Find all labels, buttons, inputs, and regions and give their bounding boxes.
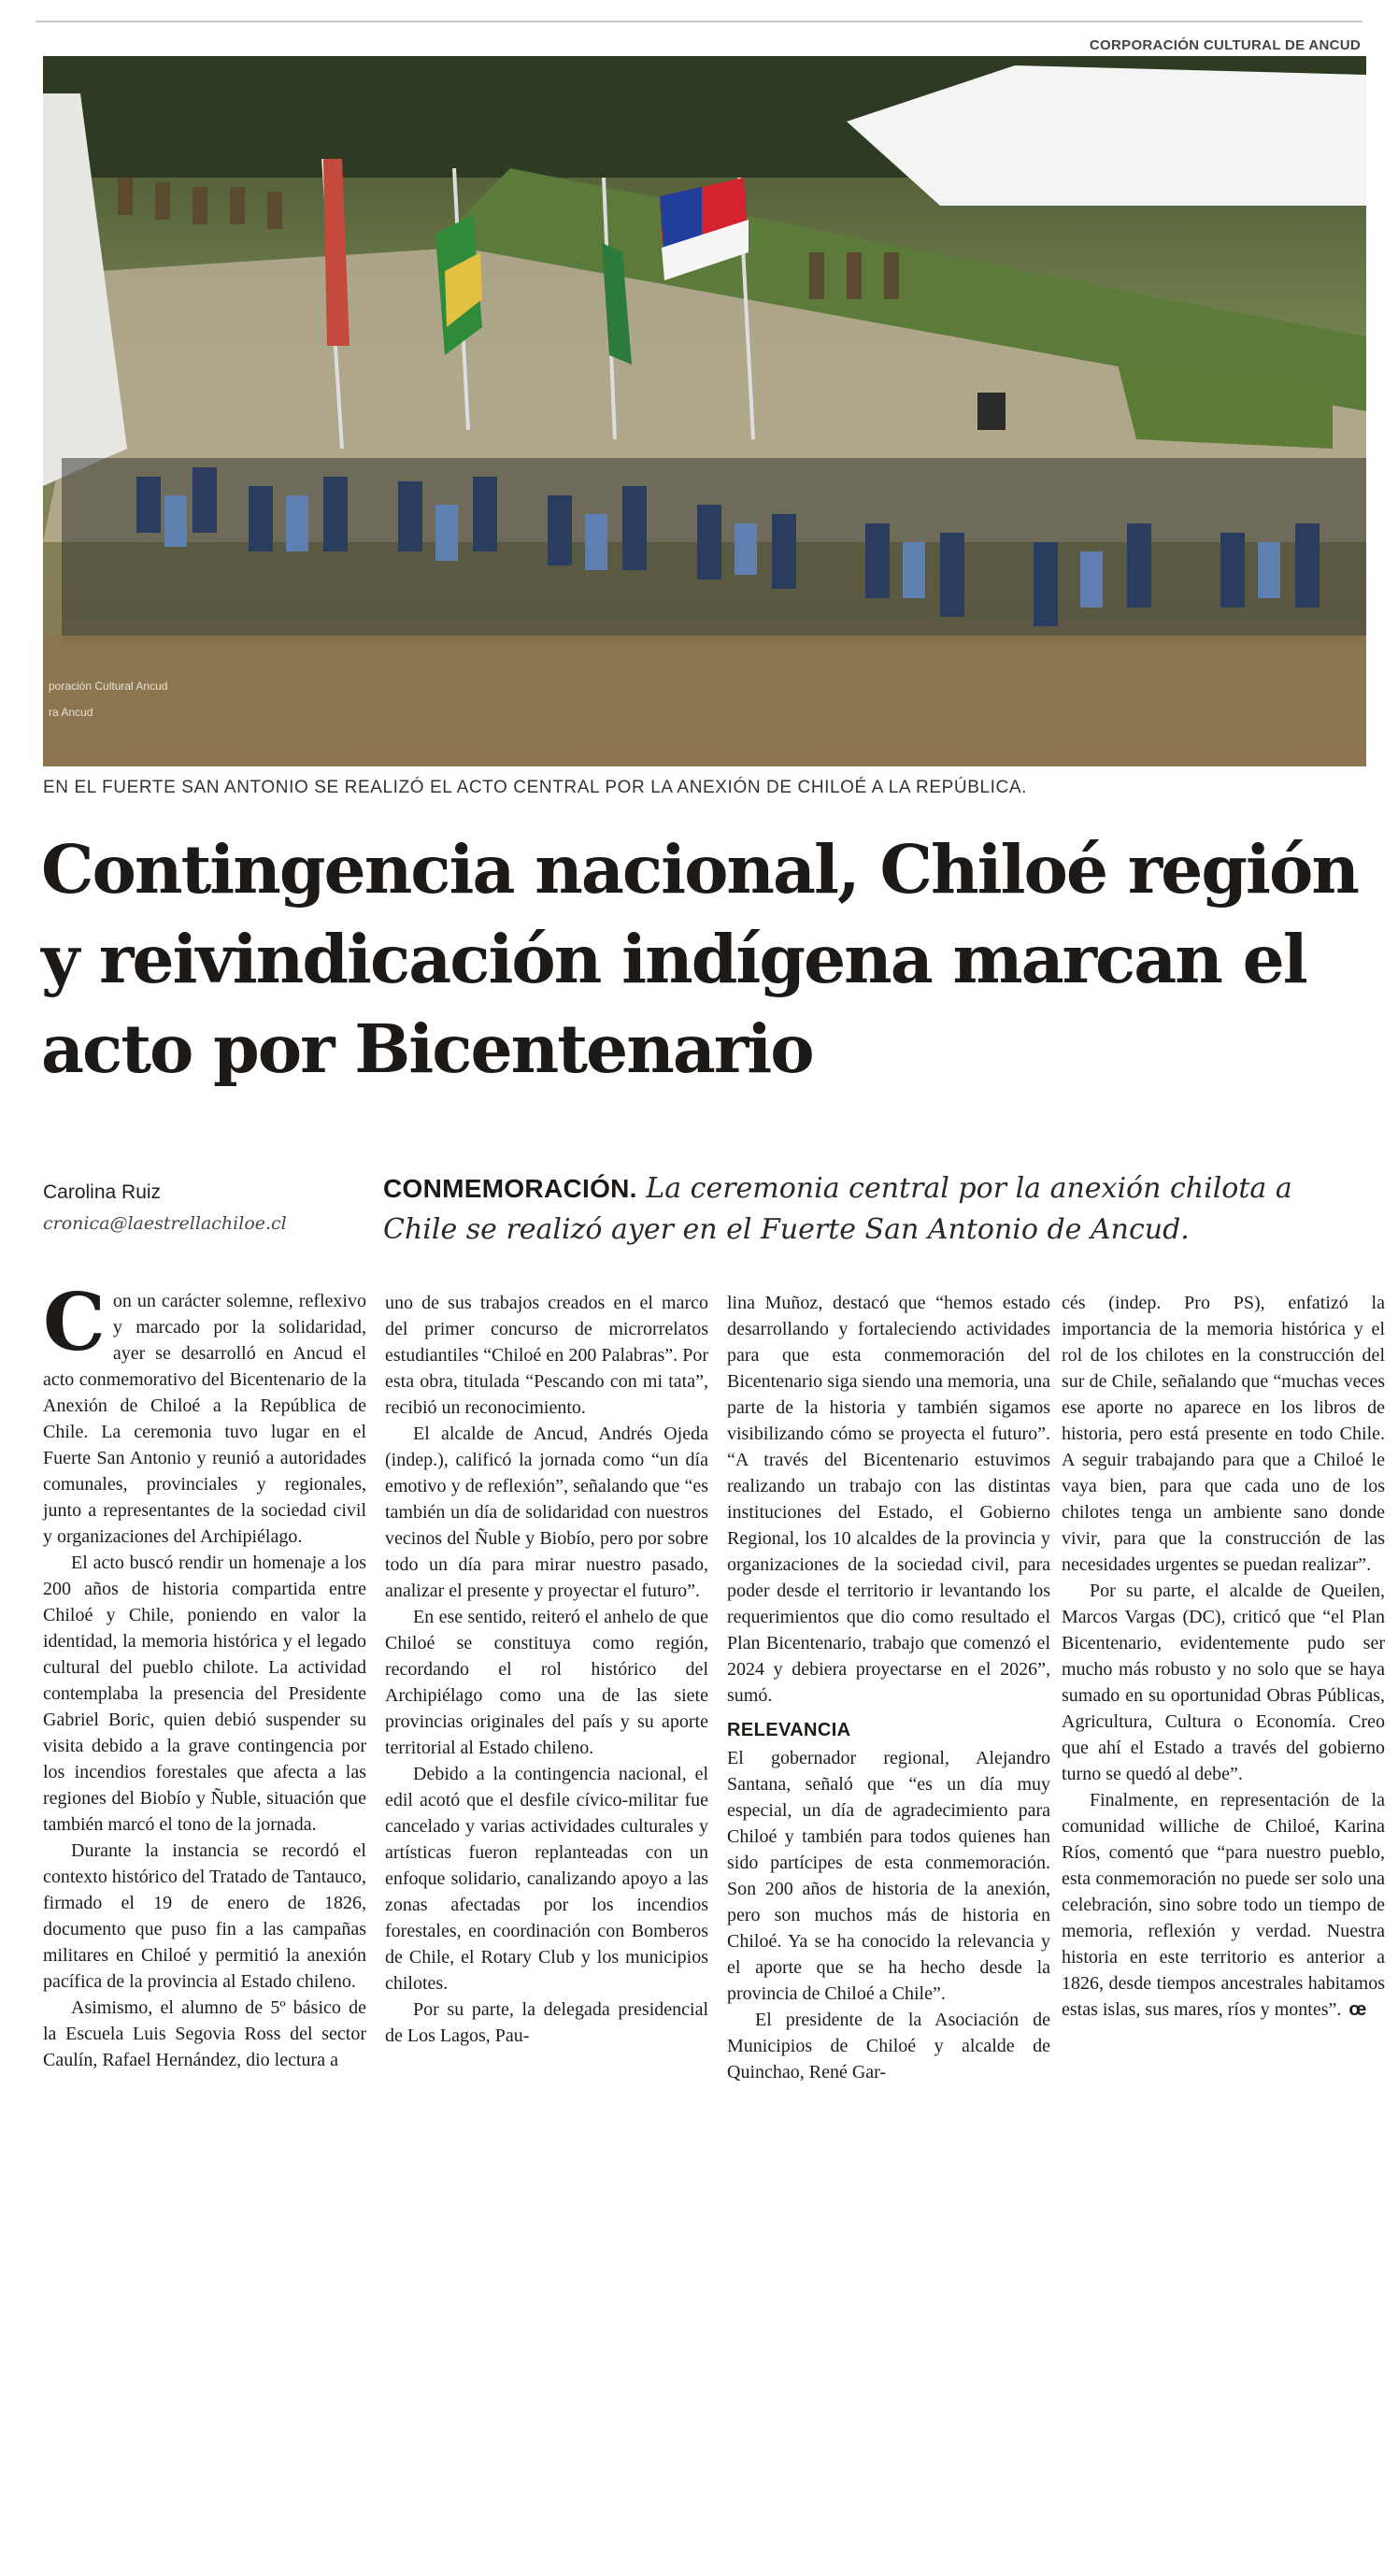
body-paragraph: En ese sentido, reiteró el anhelo de que Chiloé se constituya como región, recordando el rol histórico del Archipiélago como una de las siete provincias originales del país y su aporte territorial al Estado chileno. bbox=[385, 1607, 708, 1758]
photo-caption: EN EL FUERTE SAN ANTONIO SE REALIZÓ EL ACTO CENTRAL POR LA ANEXIÓN DE CHILOÉ A LA REPÚBLICA. bbox=[43, 778, 1028, 797]
photo-credit-line2: ra Ancud bbox=[49, 706, 93, 719]
column-2 bbox=[385, 1290, 708, 2049]
lead-text: La ceremonia central por la anexión chilota a Chile se realizó ayer en el Fuerte San Antonio de Ancud. bbox=[383, 1172, 1292, 1246]
lead-kicker: CONMEMORACIÓN. bbox=[383, 1174, 637, 1203]
body-paragraph: Por su parte, la delegada presidencial de Los Lagos, Pau- bbox=[385, 1999, 708, 2046]
subhead-relevancia: RELEVANCIA bbox=[727, 1720, 851, 1740]
body-paragraph: lina Muñoz, destacó que “hemos estado desarrollando y fortaleciendo actividades para que esta conmemoración del Bicentenario siga siendo una memoria, una parte de la historia y también sigamos visibilizando cómo se proyecta el futuro”. “A través del Bicentenario estuvimos realizando un trabajo con las distintas instituciones del Estado, el Gobierno Regional, los 10 alcaldes de la provincia y organizaciones de la sociedad civil, para poder desde el territorio ir levantando los requerimientos que dio como resultado el Plan Bicentenario, trabajo que comenzó el 2024 y debiera proyectarse en el 2026”, sumó. bbox=[727, 1293, 1050, 1706]
photo-illustration bbox=[43, 56, 1366, 766]
column-1 bbox=[43, 1276, 366, 2073]
body-paragraph: Asimismo, el alumno de 5º básico de la Escuela Luis Segovia Ross del sector Caulín, Rafael Hernández, dio lectura a bbox=[43, 1997, 366, 2070]
body-paragraph bbox=[43, 1276, 366, 1550]
body-paragraph: El presidente de la Asociación de Municipios de Chiloé y alcalde de Quinchao, René Gar- bbox=[727, 2010, 1050, 2082]
body-paragraph: cés (indep. Pro PS), enfatizó la importancia de la memoria histórica y el rol de los chilotes en la construcción del sur de Chile, señalando que “muchas veces ese aporte no aparece en los libros de historia, pero está presente en todo Chile. A seguir trabajando para que a Chiloé le vaya bien, para que cada uno de los chilotes tenga un ambiente sano donde vivir, para que la construcción de las necesidades urgentes se puedan realizar”. bbox=[1062, 1293, 1385, 1575]
body-paragraph: Durante la instancia se recordó el contexto histórico del Tratado de Tantauco, firmado el 19 de enero de 1826, documento que puso fin a las campañas militares en Chiloé y permitió la anexión pacífica de la provincia al Estado chileno. bbox=[43, 1840, 366, 1992]
headline: Contingencia nacional, Chiloé región y reivindicación indígena marcan el acto por Bicentenario bbox=[41, 830, 1358, 1088]
lead-paragraph bbox=[383, 1168, 1374, 1251]
header-credit: CORPORACIÓN CULTURAL DE ANCUD bbox=[1089, 37, 1361, 53]
top-rule bbox=[36, 21, 1362, 22]
body-paragraph bbox=[1062, 1787, 1385, 2023]
ceremony-photo bbox=[43, 56, 1366, 766]
column-4 bbox=[1062, 1290, 1385, 2023]
body-paragraph: uno de sus trabajos creados en el marco del primer concurso de microrrelatos estudiantiles “Chiloé en 200 Palabras”. Por esta obra, titulada “Pescando con mi tata”, recibió un reconocimiento. bbox=[385, 1293, 708, 1418]
byline-author: Carolina Ruiz bbox=[43, 1181, 162, 1203]
photo-credit-line1: poración Cultural Ancud bbox=[49, 680, 168, 693]
byline-email[interactable]: cronica@laestrellachiloe.cl bbox=[43, 1213, 287, 1234]
photo-credit bbox=[49, 673, 167, 725]
end-mark-icon: œ bbox=[1348, 1999, 1367, 2020]
body-paragraph: El acto buscó rendir un homenaje a los 200 años de historia compartida entre Chiloé y Chile, poniendo en valor la identidad, la memoria histórica y el legado cultural del pueblo chilote. La actividad contemplaba la presencia del Presidente Gabriel Boric, quien debió suspender su visita debido a la grave contingencia por los incendios forestales que afecta a las regiones del Biobío y Ñuble, situación que también marcó el tono de la jornada. bbox=[43, 1553, 366, 1835]
body-paragraph: El alcalde de Ancud, Andrés Ojeda (indep.), calificó la jornada como “un día emotivo y de reflexión”, señalando que “es también un día de solidaridad con nuestros vecinos del Ñuble y Biobío, pero por sobre todo un día para mirar nuestro pasado, analizar el presente y proyectar el futuro”. bbox=[385, 1424, 708, 1601]
body-paragraph: Por su parte, el alcalde de Queilen, Marcos Vargas (DC), criticó que “el Plan Bicentenario, evidentemente pudo ser mucho más robusto y no solo que se haya sumado en su oportunidad Obras Públicas, Agricultura, Cultura o Economía. Creo que ahí el Estado a través del gobierno turno se quedó al debe”. bbox=[1062, 1581, 1385, 1784]
body-paragraph: El gobernador regional, Alejandro Santana, señaló que “es un día muy especial, un día de agradecimiento para Chiloé y también para todos quienes han sido partícipes de esta conmemoración. Son 200 años de historia de la anexión, pero son muchos más de historia en Chiloé. Ya se ha conocido la relevancia y el aporte que se ha hecho desde la provincia de Chiloé a Chile”. bbox=[727, 1748, 1050, 2004]
column-3 bbox=[727, 1290, 1050, 2085]
paragraph-text: Finalmente, en representación de la comunidad williche de Chiloé, Karina Ríos, comentó que “para nuestro pueblo, esta conmemoración no puede ser solo una celebración, sino sobre todo un tiempo de memoria, reflexión y verdad. Nuestra historia en este territorio es anterior a 1826, desde tiempos ancestrales habitamos estas islas, sus mares, ríos y montes”. bbox=[1062, 1790, 1385, 2020]
body-paragraph: Debido a la contingencia nacional, el edil acotó que el desfile cívico-militar fue cancelado y varias actividades culturales y artísticas fueron replanteadas con un enfoque solidario, canalizando apoyo a las zonas afectadas por los incendios forestales, en coordinación con Bomberos de Chile, el Rotary Club y los municipios chilotes. bbox=[385, 1764, 708, 1994]
paragraph-text: on un carácter solemne, reflexivo y marcado por la solidaridad, ayer se desarrolló en Ancud el acto conmemorativo del Bicentenario de la Anexión de Chiloé a la República de Chile. La ceremonia tuvo lugar en el Fuerte San Antonio y reunió a autoridades comunales, provinciales y regionales, junto a representantes de la sociedad civil y organizaciones del Archipiélago. bbox=[43, 1291, 366, 1547]
drop-cap: C bbox=[43, 1276, 106, 1368]
